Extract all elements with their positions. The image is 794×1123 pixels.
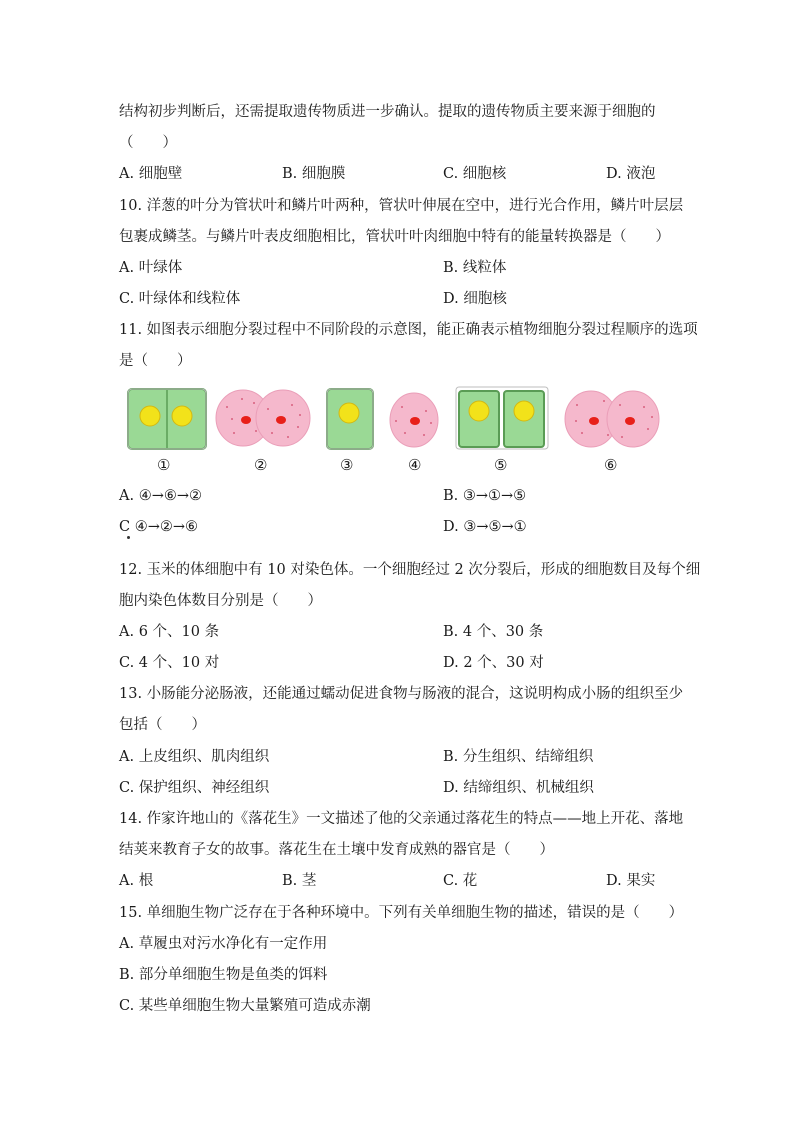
figure-label-4: ④ bbox=[408, 456, 422, 474]
q13-option-b: B. 分生组织、结缔组织 bbox=[443, 749, 594, 765]
stray-dot bbox=[127, 536, 130, 539]
cell-division-figure bbox=[122, 383, 670, 475]
figure-5-plant-cell-separated bbox=[456, 387, 548, 449]
figure-label-5: ⑤ bbox=[494, 456, 508, 474]
q13-option-c: C. 保护组织、神经组织 bbox=[119, 780, 270, 796]
figure-4-animal-cell-single bbox=[390, 393, 438, 447]
figure-label-2: ② bbox=[254, 456, 268, 474]
figure-1-plant-cell-two bbox=[128, 389, 206, 449]
figure-3-plant-cell-single bbox=[327, 389, 373, 449]
question-10-stem-line-2: 包裹成鳞茎。与鳞片叶表皮细胞相比，管状叶叶肉细胞中特有的能量转换器是（ ） bbox=[119, 229, 670, 245]
q11-option-b: B. ③→①→⑤ bbox=[443, 488, 527, 504]
question-15-stem-line-1: 15. 单细胞生物广泛存在于各种环境中。下列有关单细胞生物的描述，错误的是（ ） bbox=[119, 905, 684, 921]
q12-option-c: C. 4 个、10 对 bbox=[119, 655, 220, 671]
figure-label-6: ⑥ bbox=[604, 456, 618, 474]
question-9-stem-line-1: 结构初步判断后，还需提取遗传物质进一步确认。提取的遗传物质主要来源于细胞的 bbox=[119, 104, 656, 120]
q14-option-d: D. 果实 bbox=[606, 873, 656, 889]
q15-option-a: A. 草履虫对污水净化有一定作用 bbox=[119, 936, 328, 952]
q13-option-d: D. 结缔组织、机械组织 bbox=[443, 780, 594, 796]
q9-option-c: C. 细胞核 bbox=[443, 166, 507, 182]
figure-label-3: ③ bbox=[340, 456, 354, 474]
q14-option-a: A. 根 bbox=[119, 873, 154, 889]
q14-option-c: C. 花 bbox=[443, 873, 478, 889]
question-13-stem-line-1: 13. 小肠能分泌肠液，还能通过蠕动促进食物与肠液的混合，这说明构成小肠的组织至少 bbox=[119, 686, 684, 702]
q11-option-c: C ④→②→⑥ bbox=[119, 519, 198, 535]
q11-option-a: A. ④→⑥→② bbox=[119, 488, 202, 504]
q14-option-b: B. 茎 bbox=[282, 873, 317, 889]
q9-option-d: D. 液泡 bbox=[606, 166, 656, 182]
figure-6-animal-cell-pinching bbox=[565, 391, 659, 447]
q13-option-a: A. 上皮组织、肌肉组织 bbox=[119, 749, 270, 765]
question-10-stem-line-1: 10. 洋葱的叶分为管状叶和鳞片叶两种，管状叶伸展在空中，进行光合作用，鳞片叶层层 bbox=[119, 198, 684, 214]
figure-2-animal-cell-two bbox=[216, 390, 310, 446]
q9-option-b: B. 细胞膜 bbox=[282, 166, 346, 182]
question-9-stem-line-2: （ ） bbox=[119, 135, 177, 151]
q12-option-a: A. 6 个、10 条 bbox=[119, 624, 220, 640]
q10-option-c: C. 叶绿体和线粒体 bbox=[119, 291, 241, 307]
question-11-stem-line-2: 是（ ） bbox=[119, 353, 192, 369]
question-14-stem-line-1: 14. 作家许地山的《落花生》一文描述了他的父亲通过落花生的特点——地上开花、落地 bbox=[119, 811, 684, 827]
q10-option-d: D. 细胞核 bbox=[443, 291, 507, 307]
figure-label-1: ① bbox=[157, 456, 171, 474]
q10-option-b: B. 线粒体 bbox=[443, 260, 507, 276]
q12-option-d: D. 2 个、30 对 bbox=[443, 655, 544, 671]
q9-option-a: A. 细胞壁 bbox=[119, 166, 183, 182]
question-11-stem-line-1: 11. 如图表示细胞分裂过程中不同阶段的示意图，能正确表示植物细胞分裂过程顺序的选项 bbox=[119, 322, 698, 338]
q11-option-d: D. ③→⑤→① bbox=[443, 519, 527, 535]
q10-option-a: A. 叶绿体 bbox=[119, 260, 183, 276]
question-12-stem-line-1: 12. 玉米的体细胞中有 10 对染色体。一个细胞经过 2 次分裂后，形成的细胞数目及每个细 bbox=[119, 562, 701, 578]
q15-option-b: B. 部分单细胞生物是鱼类的饵料 bbox=[119, 967, 328, 983]
question-14-stem-line-2: 结荚来教育子女的故事。落花生在土壤中发育成熟的器官是（ ） bbox=[119, 842, 554, 858]
question-12-stem-line-2: 胞内染色体数目分别是（ ） bbox=[119, 593, 322, 609]
q12-option-b: B. 4 个、30 条 bbox=[443, 624, 544, 640]
q15-option-c: C. 某些单细胞生物大量繁殖可造成赤潮 bbox=[119, 998, 371, 1014]
question-13-stem-line-2: 包括（ ） bbox=[119, 717, 206, 733]
